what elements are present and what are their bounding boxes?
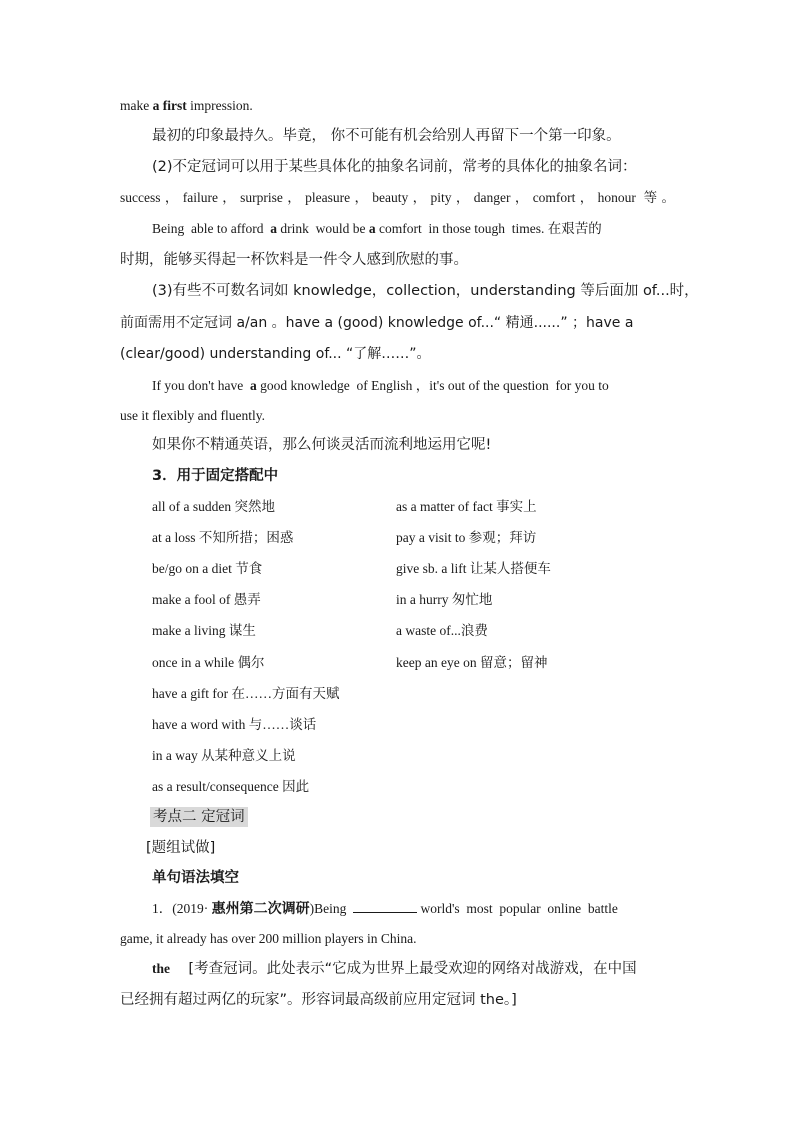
- section-heading: 3．用于固定搭配中: [152, 468, 279, 484]
- text-segment: If you don't have: [152, 378, 251, 393]
- text-segment: drink would be: [276, 221, 369, 236]
- translation-line: 时期，能够买得起一杯饮料是一件令人感到欣慰的事。: [120, 252, 468, 268]
- phrase-item: as a result/consequence 因此: [152, 779, 310, 794]
- example-sentence-line: [120, 96, 253, 116]
- subsection-label: [题组试做]: [146, 840, 216, 856]
- text-segment: world's most popular online battle: [417, 901, 618, 916]
- rule-3-line: 前面需用不定冠词 a/an 。have a (good) knowledge of...“ 精通......” ；have a: [120, 315, 634, 331]
- question-line: game, it already has over 200 million players in China.: [120, 931, 417, 946]
- section-tag: 考点二 定冠词: [150, 807, 248, 827]
- phrase-item: pay a visit to 参观；拜访: [396, 530, 537, 545]
- translation-line: 如果你不精通英语，那么何谈灵活而流利地运用它呢!: [152, 437, 492, 453]
- bold-segment: a: [270, 221, 277, 236]
- phrase-item: keep an eye on 留意；留神: [396, 655, 548, 670]
- phrase-item: make a living 谋生: [152, 623, 256, 638]
- phrase-item: at a loss 不知所措；困惑: [152, 530, 294, 545]
- explanation-text: [考查冠词。此处表示“它成为世界上最受欢迎的网络对战游戏，在中国: [170, 961, 637, 977]
- question-line: [152, 899, 672, 919]
- example-sentence-line: use it flexibly and fluently.: [120, 408, 265, 423]
- example-sentence-line: [152, 376, 609, 396]
- answer-blank[interactable]: [353, 900, 417, 913]
- rule-3-line: (3)有些不可数名词如 knowledge，collection，understanding 等后面加 of...时，: [152, 283, 699, 299]
- phrase-item: have a gift for 在……方面有天赋: [152, 686, 340, 701]
- bold-segment: a: [368, 221, 376, 236]
- phrase-item: in a hurry 匆忙地: [396, 592, 493, 607]
- answer-word: the: [152, 961, 170, 976]
- phrase-item: have a word with 与……谈话: [152, 717, 317, 732]
- example-sentence-line: [152, 219, 602, 239]
- rule-3-line: (clear/good) understanding of... “了解……”。: [120, 346, 431, 362]
- bold-segment: a: [250, 378, 257, 393]
- translation-line: 最初的印象最持久。毕竟， 你不可能有机会给别人再留下一个第一印象。: [152, 128, 621, 144]
- text-segment: good knowledge of English ，it's out of the question for you to: [256, 378, 609, 393]
- rule-2-line: (2)不定冠词可以用于某些具体化的抽象名词前，常考的具体化的抽象名词：: [152, 159, 637, 175]
- text-segment: make: [120, 98, 153, 113]
- explanation-line: 已经拥有超过两亿的玩家”。形容词最高级前应用定冠词 the。]: [120, 992, 517, 1008]
- phrase-item: in a way 从某种意义上说: [152, 748, 296, 763]
- text-segment: )Being: [309, 901, 354, 916]
- phrase-item: as a matter of fact 事实上: [396, 499, 537, 514]
- phrase-item: all of a sudden 突然地: [152, 499, 275, 514]
- bold-segment: a first: [152, 98, 187, 113]
- bold-segment: 惠州第二次调研: [211, 901, 310, 917]
- text-segment: Being able to afford: [152, 221, 271, 236]
- exercise-heading: 单句语法填空: [152, 870, 239, 886]
- noun-list-line: success，failure，surprise，pleasure，beauty，pity，danger，comfort，honour 等。: [120, 190, 675, 205]
- phrase-item: give sb. a lift 让某人搭便车: [396, 561, 551, 576]
- phrase-item: a waste of...浪费: [396, 623, 488, 638]
- phrase-item: make a fool of 愚弄: [152, 592, 261, 607]
- text-segment: comfort in those tough times. 在艰苦的: [375, 221, 602, 236]
- text-segment: 1．(2019·: [152, 901, 212, 916]
- text-segment: impression.: [186, 98, 253, 113]
- answer-line: [152, 959, 637, 979]
- phrase-item: once in a while 偶尔: [152, 655, 265, 670]
- phrase-item: be/go on a diet 节食: [152, 561, 263, 576]
